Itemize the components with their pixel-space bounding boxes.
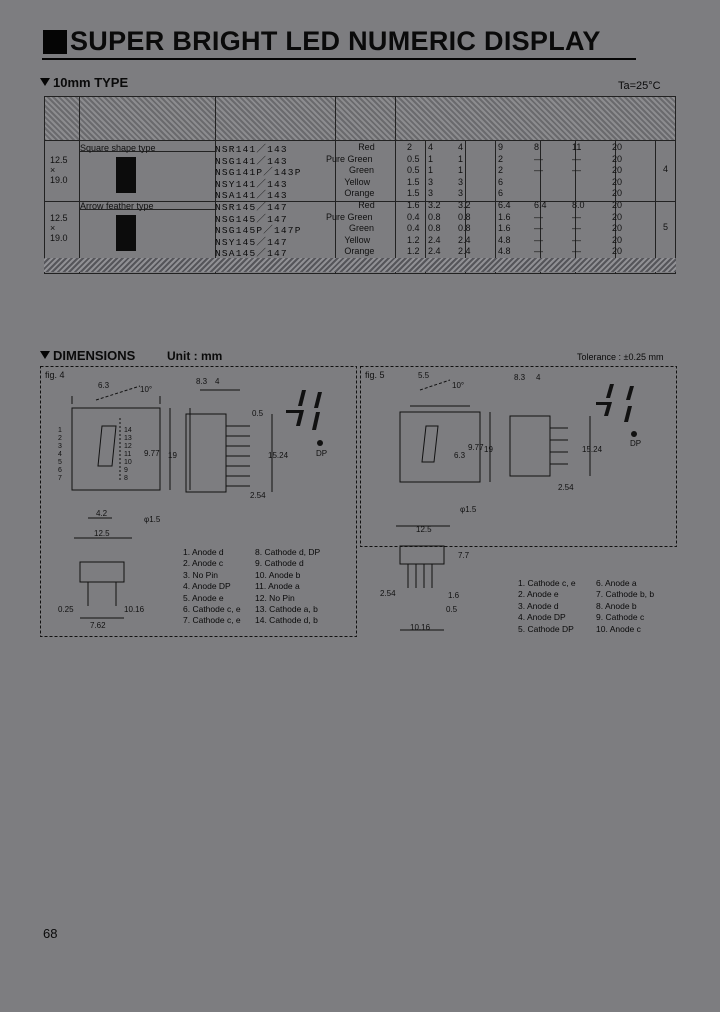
fig5-pins-right [596, 578, 654, 635]
part-number: NSG141P／143P [215, 167, 302, 178]
color-label: Pure Green [326, 211, 373, 222]
value-cell: 6 [498, 176, 504, 187]
value-cell: 1.6 [407, 200, 420, 210]
fig4-label: fig. 4 [45, 370, 65, 380]
pin-entry: 13. Cathode a, b [255, 604, 318, 615]
size-text: 19.0 [50, 233, 68, 243]
color-label: Orange [344, 246, 375, 256]
value-cell: 20 [612, 223, 623, 233]
value-cell: 2.4 [428, 246, 441, 256]
fig5-dim-t1: 1.6 [448, 591, 460, 600]
svg-text:8: 8 [124, 475, 128, 482]
value-cell: — [534, 246, 543, 256]
svg-text:5: 5 [58, 459, 62, 466]
fig5-dim-p2: 2.54 [380, 589, 396, 598]
size-text: × [50, 165, 56, 175]
pin-entry: 10. Anode c [596, 623, 641, 634]
value-cell: 9 [498, 142, 504, 152]
fig5-dim-d1: 8.3 [514, 373, 526, 382]
fig5-dim-w1: 5.5 [418, 371, 430, 380]
part-number: NSG145／147 [215, 213, 288, 225]
svg-text:14: 14 [124, 427, 132, 434]
pin-entry: 2. Anode e [518, 589, 559, 600]
page-title: SUPER BRIGHT LED NUMERIC DISPLAY [70, 26, 601, 56]
unit-label: Unit : mm [167, 349, 223, 363]
fig5-dim-pin: φ1.5 [460, 505, 477, 514]
value-cell: 0.5 [407, 153, 420, 164]
fig5-dim-t4: 7.7 [458, 551, 470, 560]
fig5-dim-d2: 4 [536, 373, 541, 382]
title-rule [42, 58, 636, 60]
fig5-dp-label: DP [630, 439, 642, 448]
tolerance-label: Tolerance : ±0.25 mm [577, 352, 664, 362]
pin-entry: 5. Anode e [183, 592, 224, 603]
svg-text:1: 1 [58, 427, 62, 434]
value-cell: 6.4 [534, 200, 547, 210]
value-cell: 1.6 [498, 223, 511, 233]
digit-image [116, 215, 136, 251]
value-cell: 20 [612, 246, 623, 256]
svg-text:11: 11 [124, 451, 132, 458]
fig-ref: 5 [663, 222, 669, 232]
ambient-temp: Ta=25°C [618, 80, 661, 92]
pin-entry: 7. Cathode b, b [596, 589, 655, 600]
triangle-icon [40, 78, 50, 86]
fig4-dim-t1: 0.25 [58, 605, 74, 614]
fig4-dim-t2: 7.62 [90, 621, 106, 630]
color-label: Yellow [344, 234, 371, 245]
fig4-dp-label: DP [316, 449, 328, 458]
fig4-dim-d1: 8.3 [196, 377, 208, 386]
value-cell: — [572, 223, 581, 233]
value-cell: 1 [428, 165, 434, 175]
value-cell: 3 [428, 176, 434, 187]
part-number: NSG145P／147P [215, 225, 302, 236]
color-label: Red [358, 142, 375, 152]
fig4-dim-pin: φ1.5 [144, 515, 161, 524]
fig4-dim-h2: 15.24 [268, 451, 289, 460]
pin-entry: 4. Anode DP [518, 612, 566, 623]
value-cell: 1 [428, 153, 434, 164]
pin-entry: 3. No Pin [183, 569, 218, 580]
value-cell: 3 [458, 176, 464, 187]
pin-entry: 10. Anode b [255, 569, 301, 580]
value-cell: — [572, 234, 581, 245]
value-cell: — [572, 153, 581, 164]
value-cell: 0.4 [407, 223, 420, 233]
shape-label: Square shape type [80, 143, 156, 153]
triangle-icon [40, 351, 50, 359]
value-cell: 2.4 [428, 234, 441, 245]
fig4-pins-right [255, 547, 320, 627]
value-cell: — [534, 211, 543, 222]
dimensions-label: DIMENSIONS [53, 348, 136, 363]
pin-entry: 14. Cathode d, b [255, 615, 318, 626]
value-cell: 20 [612, 165, 623, 175]
value-cell: — [534, 234, 543, 245]
fig4-dim-w1: 6.3 [98, 381, 110, 390]
value-cell: 20 [612, 211, 623, 222]
size-text: 19.0 [50, 175, 68, 185]
value-cell: 20 [612, 153, 623, 164]
pin-entry: 1. Cathode c, e [518, 578, 576, 588]
value-cell: 2.4 [458, 234, 471, 245]
fig5-dim-ang: 10° [452, 381, 465, 390]
svg-text:9: 9 [124, 467, 128, 474]
value-cell: 2 [498, 153, 504, 164]
value-cell: 4.8 [498, 246, 511, 256]
value-cell: — [572, 211, 581, 222]
fig4-dim-w2: 4.2 [96, 509, 108, 518]
fig4-dim-ang: 10° [140, 385, 153, 394]
value-cell: 20 [612, 176, 623, 187]
pin-entry: 6. Cathode c, e [183, 604, 241, 615]
fig5-dim-t3: 10.16 [410, 623, 431, 632]
fig-ref: 4 [663, 164, 669, 174]
fig4-dim-w3: 12.5 [94, 529, 110, 538]
size-text: 12.5 [50, 213, 68, 223]
fig5-label: fig. 5 [365, 370, 385, 380]
svg-text:6: 6 [58, 467, 62, 474]
part-number: NSA145／147 [215, 248, 288, 259]
part-number: NSR141／143 [215, 144, 288, 155]
svg-text:3: 3 [58, 443, 62, 450]
pin-entry: 4. Anode DP [183, 581, 231, 592]
pin-entry: 8. Cathode d, DP [255, 547, 321, 557]
fig4-dim-t3: 10.16 [124, 605, 145, 614]
pin-entry: 12. No Pin [255, 592, 295, 603]
value-cell: 1.5 [407, 188, 420, 198]
value-cell: 2 [498, 165, 504, 175]
value-cell: 6.4 [498, 200, 511, 210]
value-cell: 3.2 [428, 200, 441, 210]
value-cell: — [572, 165, 581, 175]
value-cell: 3 [428, 188, 434, 198]
value-cell: 4 [428, 142, 434, 152]
part-number: NSY145／147 [215, 236, 288, 248]
value-cell: 8 [534, 142, 540, 152]
fig5-dim-h1: 19 [484, 445, 493, 454]
shape-label: Arrow feather type [80, 201, 154, 211]
value-cell: 0.8 [428, 223, 441, 233]
value-cell: 0.8 [458, 211, 471, 222]
fig5-dim-s: 9.77 [468, 443, 484, 452]
digit-image [116, 157, 136, 193]
fig4-dim-h1: 19 [168, 451, 177, 460]
fig5-dim-h2: 15.24 [582, 445, 603, 454]
value-cell: 3.2 [458, 200, 471, 210]
fig4-pins-left [183, 547, 241, 627]
fig4-dim-d3: 0.5 [252, 409, 264, 418]
pin-entry: 5. Cathode DP [518, 623, 574, 634]
value-cell: 20 [612, 200, 623, 210]
color-label: Orange [344, 188, 375, 198]
value-cell: 0.8 [428, 211, 441, 222]
value-cell: 2.4 [458, 246, 471, 256]
value-cell: 1 [458, 153, 464, 164]
table-footer [44, 258, 676, 272]
fig5-pins-left [518, 578, 576, 635]
svg-text:10: 10 [124, 459, 132, 466]
part-number: NSA141／143 [215, 190, 288, 201]
fig4-dim-s: 9.77 [144, 449, 160, 458]
svg-text:12: 12 [124, 443, 132, 450]
value-cell: 1.6 [498, 211, 511, 222]
color-label: Green [349, 165, 375, 175]
size-text: 12.5 [50, 155, 68, 165]
value-cell: 4 [458, 142, 464, 152]
value-cell: — [534, 223, 543, 233]
fig5-dim-p: 2.54 [558, 483, 574, 492]
size-text: × [50, 223, 56, 233]
svg-text:7: 7 [58, 475, 62, 482]
value-cell: 1.2 [407, 246, 420, 256]
part-number: NSY141／143 [215, 178, 288, 190]
part-number: NSG141／143 [215, 155, 288, 167]
value-cell: 4.8 [498, 234, 511, 245]
fig5-dim-t2: 0.5 [446, 605, 458, 614]
fig4-dim-p: 2.54 [250, 491, 266, 500]
type-heading [40, 75, 128, 90]
pin-entry: 3. Anode d [518, 600, 559, 611]
pin-entry: 11. Anode a [255, 581, 300, 592]
color-label: Red [358, 200, 375, 210]
value-cell: 20 [612, 234, 623, 245]
pin-entry: 6. Anode a [596, 578, 637, 588]
value-cell: 20 [612, 188, 623, 198]
page-number: 68 [43, 926, 58, 941]
pin-entry: 9. Cathode c [596, 612, 645, 623]
value-cell: — [534, 153, 543, 164]
svg-text:4: 4 [58, 451, 62, 458]
fig4-dim-d2: 4 [215, 377, 220, 386]
value-cell: 1.5 [407, 176, 420, 187]
color-label: Yellow [344, 176, 371, 187]
color-label: Pure Green [326, 153, 373, 164]
value-cell: 3 [458, 188, 464, 198]
type-heading-label: 10mm TYPE [53, 75, 129, 90]
svg-text:2: 2 [58, 435, 62, 442]
pin-entry: 7. Cathode c, e [183, 615, 241, 626]
fig5-dim-s2: 6.3 [454, 451, 466, 460]
value-cell: 20 [612, 142, 623, 152]
svg-text:13: 13 [124, 435, 132, 442]
pin-entry: 1. Anode d [183, 547, 224, 557]
value-cell: 8.0 [572, 200, 585, 210]
value-cell: 0.4 [407, 211, 420, 222]
value-cell: 11 [572, 142, 582, 152]
dimensions-heading [40, 348, 135, 363]
pin-entry: 2. Anode c [183, 558, 224, 569]
value-cell: 6 [498, 188, 504, 198]
title-square [43, 30, 67, 54]
value-cell: 1.2 [407, 234, 420, 245]
value-cell: 0.5 [407, 165, 420, 175]
value-cell: 2 [407, 142, 413, 152]
part-number: NSR145／147 [215, 202, 288, 213]
color-label: Green [349, 223, 375, 233]
pin-entry: 9. Cathode d [255, 558, 304, 569]
value-cell: — [534, 165, 543, 175]
value-cell: 1 [458, 165, 464, 175]
fig5-dim-w2: 12.5 [416, 525, 432, 534]
value-cell: 0.8 [458, 223, 471, 233]
pin-entry: 8. Anode b [596, 600, 637, 611]
value-cell: — [572, 246, 581, 256]
